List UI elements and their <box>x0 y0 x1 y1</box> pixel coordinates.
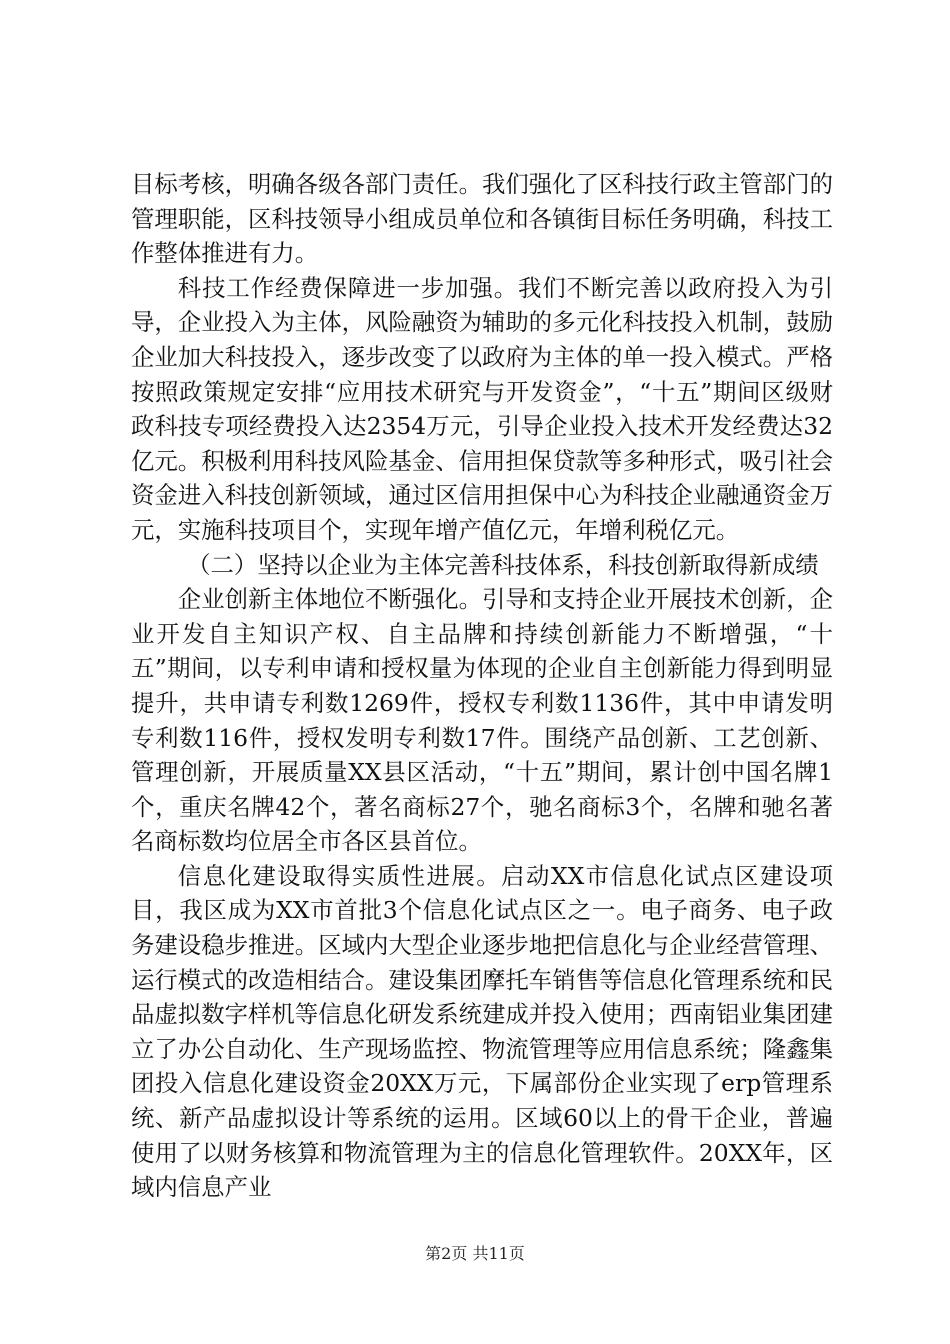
section-heading: （二）坚持以企业为主体完善科技体系，科技创新取得新成绩 <box>187 550 819 579</box>
paragraph-continuation: 目标考核，明确各级各部门责任。我们强化了区科技行政主管部门的管理职能，区科技领导小组成员单位和各镇街目标任务明确，科技工作整体推进有力。 <box>131 170 833 268</box>
paragraph-enterprise-innovation: 企业创新主体地位不断强化。引导和支持企业开展技术创新，企业开发自主知识产权、自主品牌和持续创新能力不断增强，“十五”期间，以专利申请和授权量为体现的企业自主创新能力得到明显提升，共申请专利数1269件，授权专利数1136件，其中申请发明专利数116件，授权发明专利数17件。围绕产品创新、工艺创新、管理创新，开展质量XX县区活动，“十五”期间，累计创中国名牌1个，重庆名牌42个，著名商标27个，驰名商标3个，名牌和驰名著名商标数均位居全市各区县首位。 <box>131 585 833 856</box>
paragraph-funding: 科技工作经费保障进一步加强。我们不断完善以政府投入为引导，企业投入为主体，风险融资为辅助的多元化科技投入机制，鼓励企业加大科技投入，逐步改变了以政府为主体的单一投入模式。严格按照政策规定安排“应用技术研究与开发资金”，“十五”期间区级财政科技专项经费投入达2354万元，引导企业投入技术开发经费达32亿元。积极利用科技风险基金、信用担保贷款等多种形式，吸引社会资金进入科技创新领域，通过区信用担保中心为科技企业融通资金万元，实施科技项目个，实现年增产值亿元，年增利税亿元。 <box>131 273 833 544</box>
page-footer: 第2页 共11页 <box>425 1244 525 1263</box>
paragraph-informatization: 信息化建设取得实质性进展。启动XX市信息化试点区建设项目，我区成为XX市首批3个信息化试点区之一。电子商务、电子政务建设稳步推进。区域内大型企业逐步地把信息化与企业经营管理、运行模式的改造相结合。建设集团摩托车销售等信息化管理系统和民品虚拟数字样机等信息化研发系统建成并投入使用；西南铝业集团建立了办公自动化、生产现场监控、物流管理等应用信息系统；隆鑫集团投入信息化建设资金20XX万元，下属部份企业实现了erp管理系统、新产品虚拟设计等系统的运用。区域60以上的骨干企业，普遍使用了以财务核算和物流管理为主的信息化管理软件。20XX年，区域内信息产业 <box>131 861 833 1202</box>
document-body <box>131 167 833 1205</box>
